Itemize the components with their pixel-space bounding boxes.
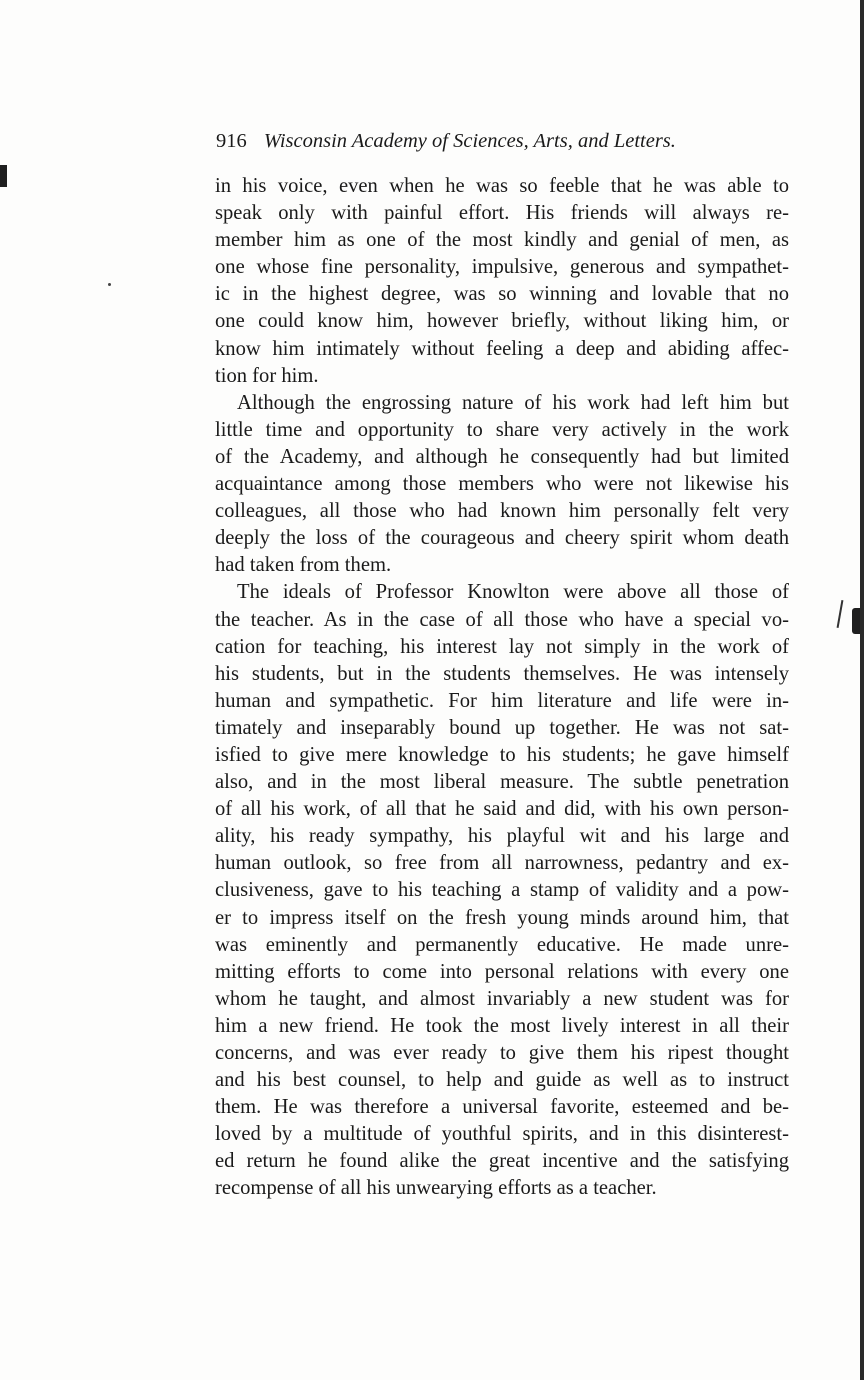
paragraph [215,173,789,390]
text-line: one whose fine personality, impulsive, generous and sympathet- [215,256,789,279]
running-title: Wisconsin Academy of Sciences, Arts, and Letters. [263,130,676,152]
text-line: cation for teaching, his interest lay not simply in the work of [215,635,789,658]
text-line: concerns, and was ever ready to give them his ripest thought [215,1042,789,1064]
text-line: his students, but in the students themselves. He was intensely [215,662,789,685]
text-line: ic in the highest degree, was so winning and lovable that no [215,283,789,306]
text-line: had taken from them. [215,554,392,577]
text-line: ality, his ready sympathy, his playful wit and his large and [215,825,789,848]
text-line: speak only with painful effort. His friends will always re- [215,202,789,225]
running-header [216,126,790,156]
text-line: isfied to give mere knowledge to his students; he gave himself [215,743,789,766]
text-line: mitting efforts to come into personal relations with every one [215,960,789,983]
page-number: 916 [216,130,247,152]
paragraph [215,390,789,580]
text-line: member him as one of the most kindly and genial of men, as [215,229,789,252]
text-line: human outlook, so free from all narrowness, pedantry and ex- [215,852,789,875]
text-line: loved by a multitude of youthful spirits, and in this disinterest- [215,1123,789,1146]
scan-edge-mark-right [852,608,860,634]
body-text [215,173,789,1203]
text-line: timately and inseparably bound up together. He was not sat- [215,716,789,739]
text-line: whom he taught, and almost invariably a new student was for [215,987,789,1010]
text-line: in his voice, even when he was so feeble that he was able to [215,175,789,197]
text-line: little time and opportunity to share very actively in the work [215,418,789,441]
text-line: er to impress itself on the fresh young minds around him, that [215,906,789,929]
text-line: also, and in the most liberal measure. The subtle penetration [215,771,789,794]
text-line: clusiveness, gave to his teaching a stamp of validity and a pow- [215,879,789,902]
text-line: human and sympathetic. For him literature and life were in- [215,689,789,712]
text-line: one could know him, however briefly, without liking him, or [215,310,789,333]
text-line: recompense of all his unwearying efforts as a teacher. [215,1177,657,1200]
text-line: deeply the loss of the courageous and cheery spirit whom death [215,527,789,550]
text-line: The ideals of Professor Knowlton were above all those of [237,581,789,604]
text-line: tion for him. [215,364,319,387]
scan-edge-right [860,0,864,1380]
text-line: colleagues, all those who had known him personally felt very [215,500,789,523]
text-line: acquaintance among those members who were not likewise his [215,473,789,496]
text-line: ed return he found alike the great incentive and the satisfying [215,1150,789,1173]
text-line: of the Academy, and although he consequently had but limited [215,445,789,468]
paragraph [215,579,789,1202]
scan-edge-mark-left [0,165,7,187]
text-line: them. He was therefore a universal favorite, esteemed and be- [215,1096,789,1119]
text-line: Although the engrossing nature of his work had left him but [237,391,789,414]
text-line: know him intimately without feeling a deep and abiding affec- [215,337,789,360]
text-line: the teacher. As in the case of all those who have a special vo- [215,608,789,631]
stray-pencil-mark [837,600,844,628]
text-line: and his best counsel, to help and guide as well as to instruct [215,1069,789,1092]
text-line: of all his work, of all that he said and did, with his own person- [215,798,789,821]
paper-speck [108,283,111,286]
text-line: him a new friend. He took the most lively interest in all their [215,1014,789,1037]
text-line: was eminently and permanently educative. He made unre- [215,933,789,956]
